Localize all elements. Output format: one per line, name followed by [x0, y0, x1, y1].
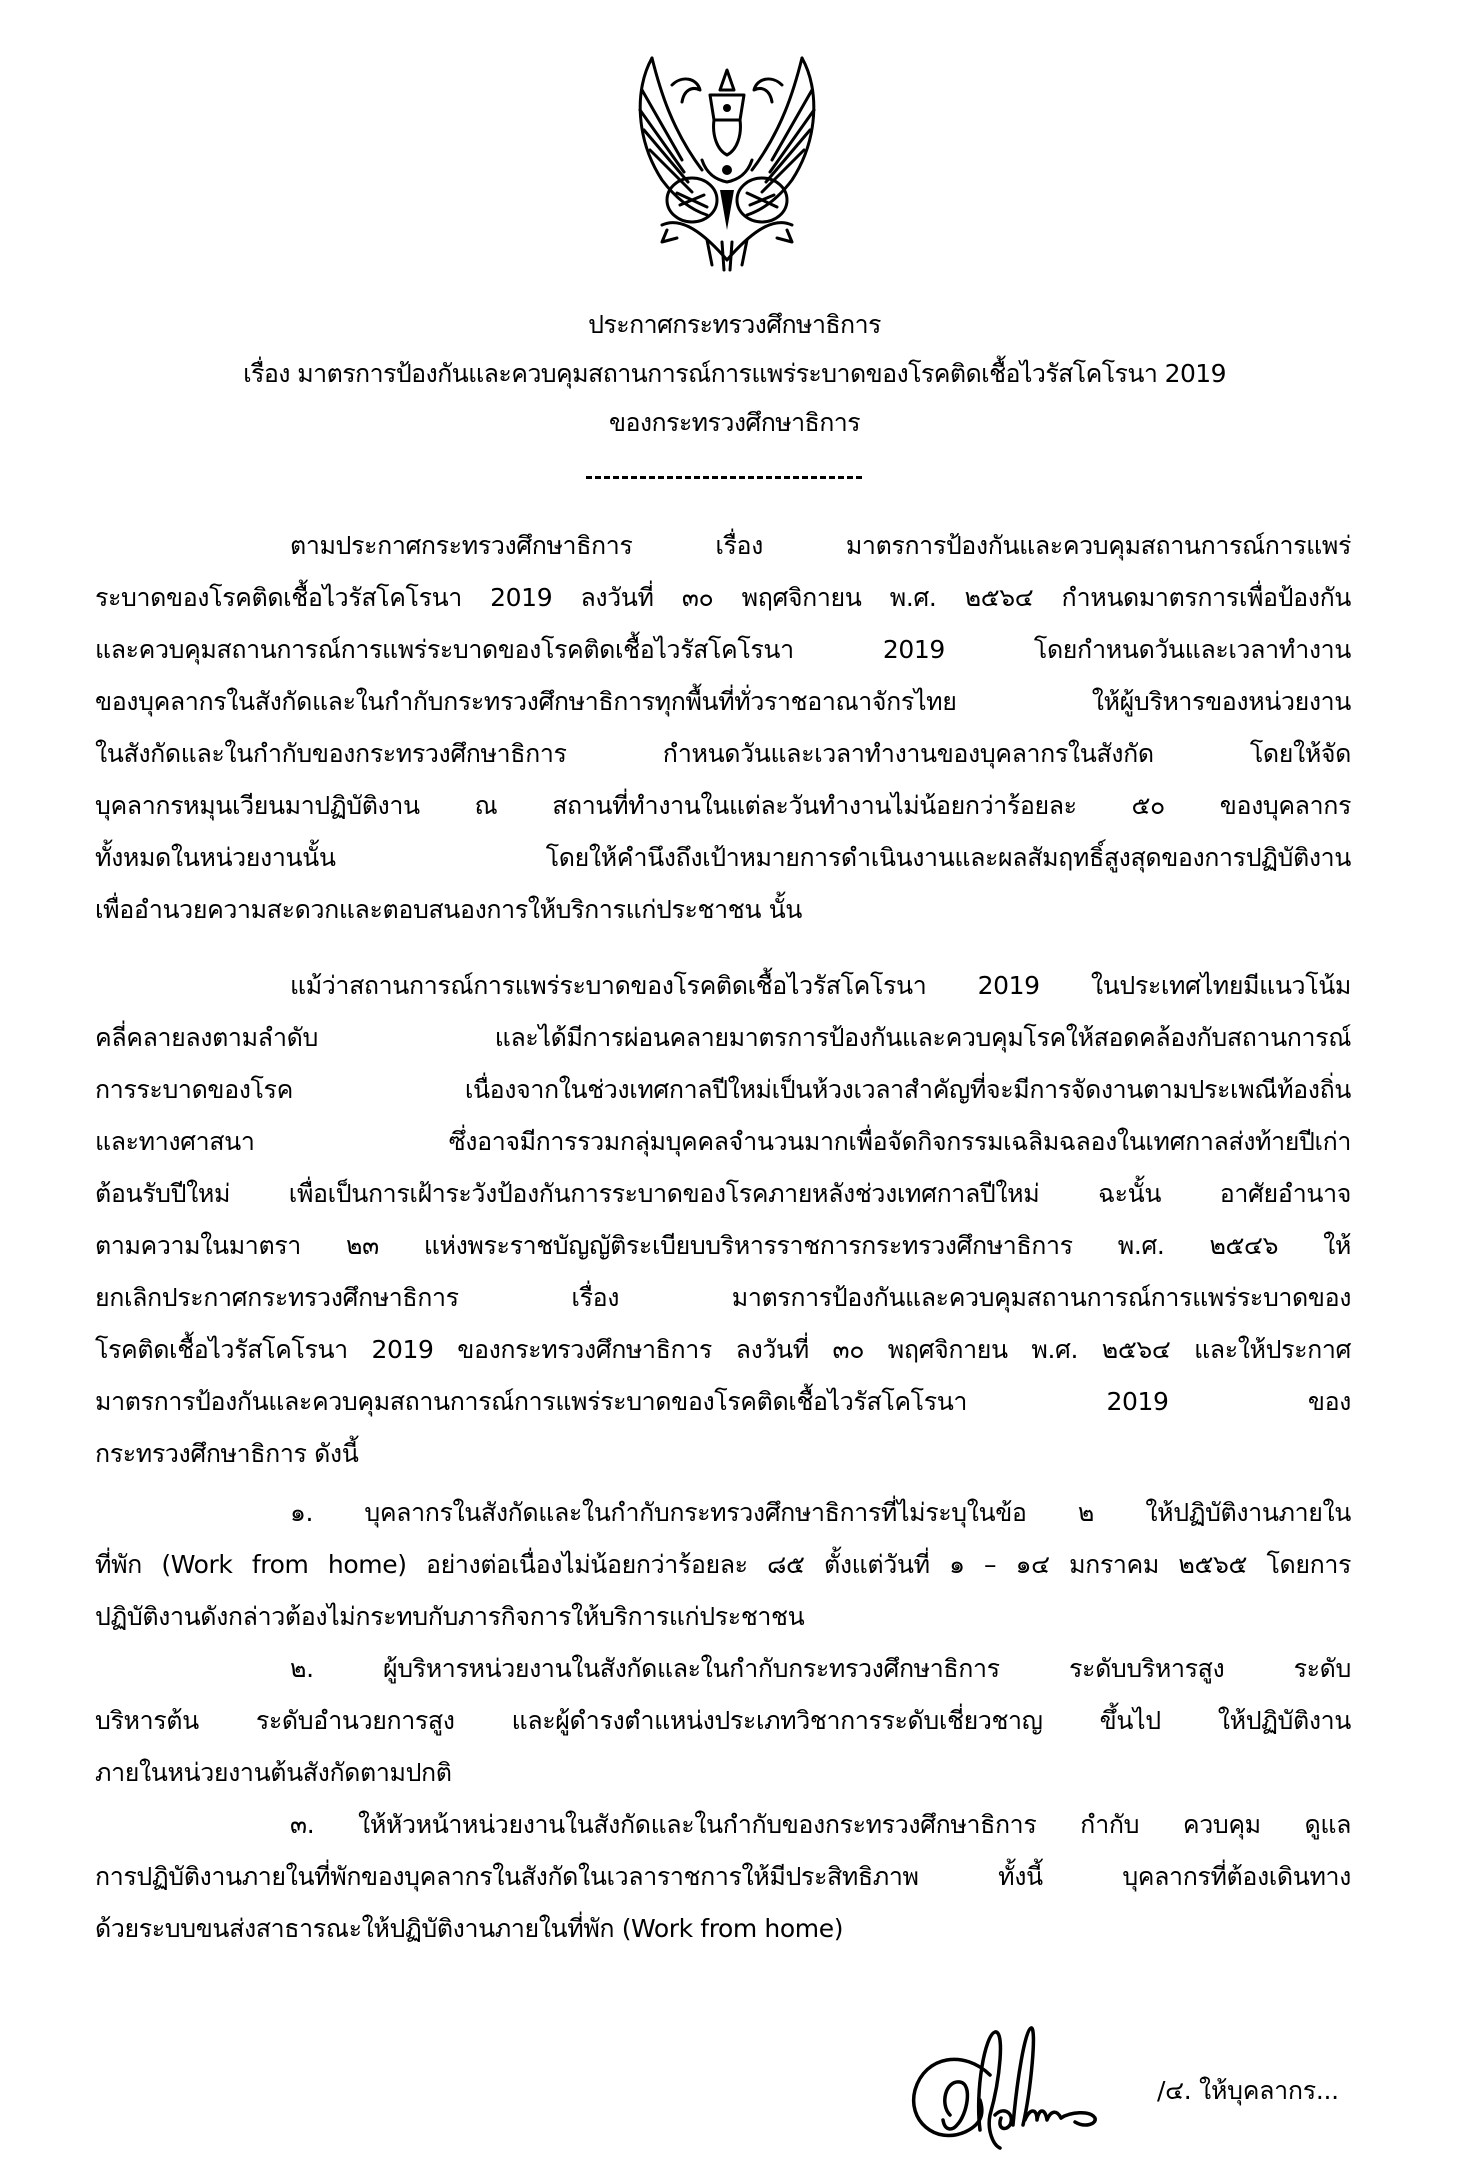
paragraph-line: ตามความในมาตรา ๒๓ แห่งพระราชบัญญัติระเบียบบริหารราชการกระทรวงศึกษาธิการ พ.ศ. ๒๕๔๖ ให้: [95, 1231, 1351, 1260]
paragraph-line: บุคลากรหมุนเวียนมาปฏิบัติงาน ณ สถานที่ทำงานในแต่ละวันทำงานไม่น้อยกว่าร้อยละ ๕๐ ของบุคลากร: [95, 791, 1351, 820]
list-item-line: ๒. ผู้บริหารหน่วยงานในสังกัดและในกำกับกระทรวงศึกษาธิการ ระดับบริหารสูง ระดับ: [290, 1654, 1351, 1683]
list-item-line: บริหารต้น ระดับอำนวยการสูง และผู้ดำรงตำแหน่งประเภทวิชาการระดับเชี่ยวชาญ ขึ้นไป ให้ปฏิบัติงาน: [95, 1706, 1351, 1735]
paragraph-line: แม้ว่าสถานการณ์การแพร่ระบาดของโรคติดเชื้อไวรัสโคโรนา 2019 ในประเทศไทยมีแนวโน้ม: [290, 971, 1351, 1000]
list-item-line: ๓. ให้หัวหน้าหน่วยงานในสังกัดและในกำกับของกระทรวงศึกษาธิการ กำกับ ควบคุม ดูแล: [290, 1810, 1351, 1839]
measure-item-1: [95, 1487, 1351, 1643]
paragraph-1: [95, 520, 1351, 936]
paragraph-2: [95, 960, 1351, 1480]
header-title: ประกาศกระทรวงศึกษาธิการ: [588, 310, 881, 339]
garuda-emblem-icon: [622, 50, 832, 275]
paragraph-line: มาตรการป้องกันและควบคุมสถานการณ์การแพร่ระบาดของโรคติดเชื้อไวรัสโคโรนา 2019 ของ: [95, 1387, 1351, 1416]
list-item-line: ด้วยระบบขนส่งสาธารณะให้ปฏิบัติงานภายในที่พัก (Work from home): [95, 1914, 844, 1943]
paragraph-line: คลี่คลายลงตามลำดับ และได้มีการผ่อนคลายมาตรการป้องกันและควบคุมโรคให้สอดคล้องกับสถานการณ์: [95, 1023, 1351, 1052]
paragraph-line: เพื่ออำนวยความสะดวกและตอบสนองการให้บริการแก่ประชาชน นั้น: [95, 895, 802, 924]
header-subject: เรื่อง มาตรการป้องกันและควบคุมสถานการณ์การแพร่ระบาดของโรคติดเชื้อไวรัสโคโรนา 2019: [243, 359, 1226, 388]
paragraph-line: ต้อนรับปีใหม่ เพื่อเป็นการเฝ้าระวังป้องกันการระบาดของโรคภายหลังช่วงเทศกาลปีใหม่ ฉะนั้น อาศัยอำนาจ: [95, 1179, 1351, 1208]
continuation-marker: /๔. ให้บุคลากร...: [1157, 2076, 1339, 2105]
measures-list: [95, 1487, 1351, 1955]
paragraph-line: โรคติดเชื้อไวรัสโคโรนา 2019 ของกระทรวงศึกษาธิการ ลงวันที่ ๓๐ พฤศจิกายน พ.ศ. ๒๕๖๔ และให้ประกาศ: [95, 1335, 1351, 1364]
signature-icon: [905, 2020, 1105, 2155]
list-item-line: ๑. บุคลากรในสังกัดและในกำกับกระทรวงศึกษาธิการที่ไม่ระบุในข้อ ๒ ให้ปฏิบัติงานภายใน: [290, 1498, 1351, 1527]
list-item-line: ภายในหน่วยงานต้นสังกัดตามปกติ: [95, 1758, 452, 1787]
paragraph-line: ตามประกาศกระทรวงศึกษาธิการ เรื่อง มาตรการป้องกันและควบคุมสถานการณ์การแพร่: [290, 531, 1351, 560]
paragraph-line: ทั้งหมดในหน่วยงานนั้น โดยให้คำนึงถึงเป้าหมายการดำเนินงานและผลสัมฤทธิ์สูงสุดของการปฏิบัติงาน: [95, 843, 1351, 872]
paragraph-line: การระบาดของโรค เนื่องจากในช่วงเทศกาลปีใหม่เป็นห้วงเวลาสำคัญที่จะมีการจัดงานตามประเพณีท้องถิ่น: [95, 1075, 1351, 1104]
header-issuer: ของกระทรวงศึกษาธิการ: [608, 408, 861, 437]
measure-item-3: [95, 1799, 1351, 1955]
list-item-line: การปฏิบัติงานภายในที่พักของบุคลากรในสังกัดในเวลาราชการให้มีประสิทธิภาพ ทั้งนี้ บุคลากรที่ต้องเดินทาง: [95, 1862, 1351, 1891]
paragraph-line: กระทรวงศึกษาธิการ ดังนี้: [95, 1439, 359, 1468]
list-item-line: ที่พัก (Work from home) อย่างต่อเนื่องไม่น้อยกว่าร้อยละ ๘๕ ตั้งแต่วันที่ ๑ – ๑๔ มกราคม ๒๕๖๕ โดยการ: [95, 1550, 1351, 1579]
header-separator: [586, 476, 862, 482]
paragraph-line: และทางศาสนา ซึ่งอาจมีการรวมกลุ่มบุคคลจำนวนมากเพื่อจัดกิจกรรมเฉลิมฉลองในเทศกาลส่งท้ายปีเก่า: [95, 1127, 1351, 1156]
paragraph-line: และควบคุมสถานการณ์การแพร่ระบาดของโรคติดเชื้อไวรัสโคโรนา 2019 โดยกำหนดวันและเวลาทำงาน: [95, 635, 1351, 664]
paragraph-line: ระบาดของโรคติดเชื้อไวรัสโคโรนา 2019 ลงวันที่ ๓๐ พฤศจิกายน พ.ศ. ๒๕๖๔ กำหนดมาตรการเพื่อป้องกัน: [95, 583, 1351, 612]
list-item-line: ปฏิบัติงานดังกล่าวต้องไม่กระทบกับภารกิจการให้บริการแก่ประชาชน: [95, 1602, 805, 1631]
paragraph-line: ของบุคลากรในสังกัดและในกำกับกระทรวงศึกษาธิการทุกพื้นที่ทั่วราชอาณาจักรไทย ให้ผู้บริหารของหน่วยงาน: [95, 687, 1351, 716]
measure-item-2: [95, 1643, 1351, 1799]
paragraph-line: ยกเลิกประกาศกระทรวงศึกษาธิการ เรื่อง มาตรการป้องกันและควบคุมสถานการณ์การแพร่ระบาดของ: [95, 1283, 1351, 1312]
document-header: [0, 300, 1469, 447]
paragraph-line: ในสังกัดและในกำกับของกระทรวงศึกษาธิการ กำหนดวันและเวลาทำงานของบุคลากรในสังกัด โดยให้จัด: [95, 739, 1351, 768]
